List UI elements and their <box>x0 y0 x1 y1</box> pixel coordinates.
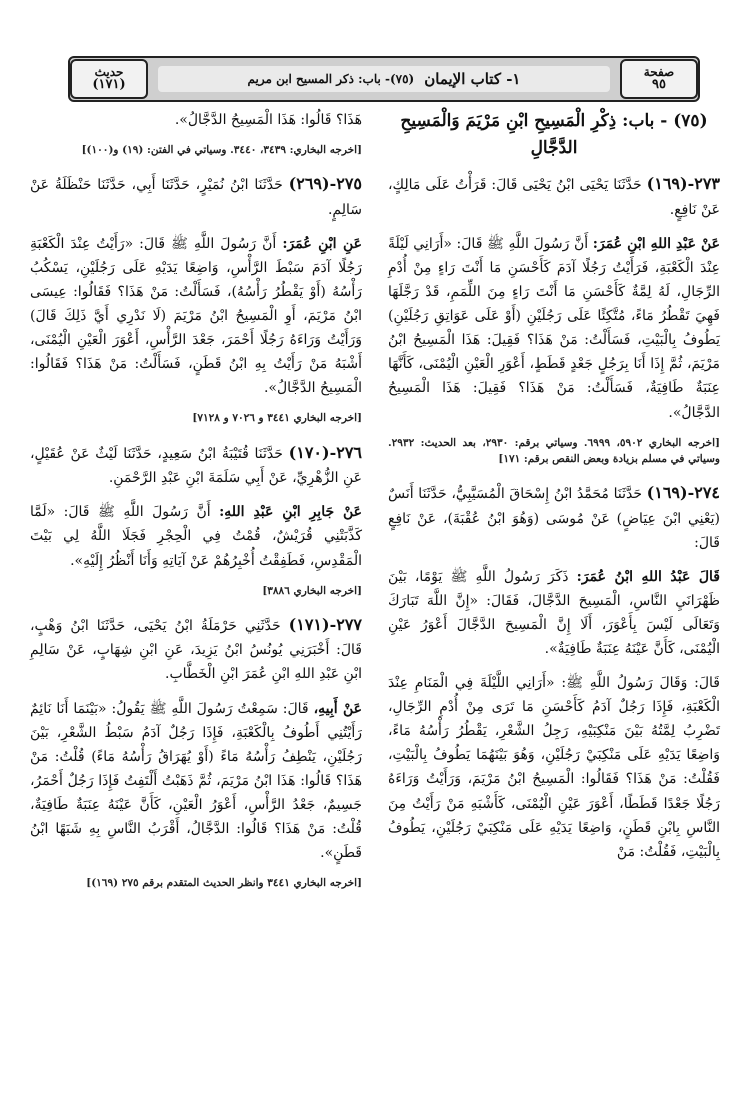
chapter-reference: (٧٥)- باب: ذكر المسيح ابن مريم <box>247 72 415 86</box>
hadith-275 <box>30 170 362 222</box>
hadith-number-box <box>70 59 148 99</box>
hadith-276-text <box>30 500 362 572</box>
hadith-275-narrator: عَنِ ابْنِ عُمَرَ: <box>282 235 362 252</box>
hadith-277-isnad: حَدَّثَنِي حَرْمَلَةُ ابْنُ يَحْيَى، حَدَّثَنَا ابْنُ وَهْبٍ، قَالَ: أَخْبَرَنِي يُونُسُ ابْنُ يَزِيدَ، عَنِ ابْنِ شِهَابٍ، عَنْ سَالِمِ ابْنِ عَبْدِ اللهِ ابْنِ عُمَرَ ابْنِ الْخَطَّابِ. <box>30 617 362 683</box>
hadith-274-narrator: قَالَ عَبْدُ اللهِ ابْنُ عُمَرَ: <box>576 568 720 585</box>
hadith-277-reference: [اخرجه البخاري ٣٤٤١ وانظر الحديث المتقدم برقم ٢٧٥ (١٦٩)] <box>86 877 362 890</box>
hadith-276-isnad: حَدَّثَنَا قُتَيْبَةُ ابْنُ سَعِيدٍ، حَدَّثَنَا لَيْثٌ عَنْ عُقَيْلٍ، عَنِ الزُّهْرِيِّ، عَنْ أَبِي سَلَمَةَ ابْنِ عَبْدِ الرَّحْمَنِ. <box>30 445 362 487</box>
running-header <box>68 56 700 102</box>
hadith-276-reference: [اخرجه البخاري ٣٨٨٦] <box>262 584 362 597</box>
hadith-274 <box>388 479 720 555</box>
chapter-title: (٧٥) - باب: ذِكْرِ الْمَسِيحِ ابْنِ مَرْيَمَ وَالْمَسِيحِ الدَّجَّالِ <box>400 111 708 159</box>
page-label: صفحة <box>643 64 675 79</box>
hadith-275-isnad: حَدَّثَنَا ابْنُ نُمَيْرٍ، حَدَّثَنَا أَبِي، حَدَّثَنَا حَنْظَلَةُ عَنْ سَالِمٍ. <box>30 177 362 218</box>
hadith-label: حديث <box>94 64 124 79</box>
hadith-277 <box>30 611 362 687</box>
hadith-274-isnad: حَدَّثَنَا مُحَمَّدُ ابْنُ إِسْحَاقَ الْمُسَيَّبِيُّ، حَدَّثَنَا أَنَسٌ (يَعْنِي ابْنَ عِيَاضٍ) عَنْ مُوسَى (وَهُوَ ابْنُ عُقْبَةَ)، عَنْ نَافِعٍ قَالَ: <box>388 486 720 551</box>
hadith-276 <box>30 439 362 491</box>
continuation-text: هَذَا؟ قَالُوا: هَذَا الْمَسِيحُ الدَّجَّالُ». <box>174 112 362 128</box>
left-column <box>30 108 362 903</box>
hadith-276-narrator: عَنْ جَابِرِ ابْنِ عَبْدِ اللهِ: <box>219 504 363 521</box>
hadith-274-matn-2: قَالَ: وَقَالَ رَسُولُ اللَّهِ ﷺ: «أَرَانِي اللَّيْلَةَ فِي الْمَنَامِ عِنْدَ الْكَعْبَةِ، فَإِذَا رَجُلٌ آدَمُ كَأَحْسَنِ مَا تَرَى مِنْ أُدْمِ الرِّجَالِ، تَضْرِبُ لِمَّتُهُ بَيْنَ مَنْكِبَيْهِ، رَجِلُ الشَّعْرِ، يَقْطُرُ رَأْسُهُ مَاءً، وَاضِعًا يَدَيْهِ عَلَى مَنْكِبَيْ رَجُلَيْنِ، وَهُوَ بَيْنَهُمَا يَطُوفُ بِالْبَيْتِ، فَقُلْتُ: مَنْ هَذَا؟ فَقَالُوا: الْمَسِيحُ ابْنُ مَرْيَمَ، وَرَأَيْتُ وَرَاءَهُ رَجُلًا جَعْدًا قَطَطًا، أَعْوَرَ عَيْنِ الْيُمْنَى، كَأَشْبَهِ مَنْ رَأَيْتُ مِنَ النَّاسِ بِابْنِ قَطَنٍ، وَاضِعًا يَدَيْهِ عَلَى مَنْكِبَيْ رَجُلَيْنِ، يَطُوفُ بِالْبَيْتِ، فَقُلْتُ: مَنْ <box>388 675 720 860</box>
hadith-274-number: ٢٧٤-(١٦٩) <box>646 483 721 503</box>
book-title: ١- كتاب الإيمان <box>424 70 521 88</box>
hadith-274-text <box>388 565 720 661</box>
hadith-275-number: ٢٧٥-(٢٦٩) <box>288 174 362 194</box>
hadith-number: (١٧١) <box>92 77 126 93</box>
hadith-275-matn: أَنَّ رَسُولَ اللَّهِ ﷺ قَالَ: «رَأَيْتُ عِنْدَ الْكَعْبَةِ رَجُلًا آدَمَ سَبْطَ الرَّأْسِ، وَاضِعًا يَدَيْهِ عَلَى رَجُلَيْنِ، يَسْكُبُ رَأْسُهُ (أَوْ يَقْطُرُ رَأْسُهُ)، فَسَأَلْتُ: مَنْ هَذَا؟ فَقَالُوا: عِيسَى ابْنُ مَرْيَمَ، أَوِ الْمَسِيحُ ابْنُ مَرْيَمَ (لَا نَدْرِي أَيَّ ذَلِكَ قَالَ) وَرَأَيْتُ وَرَاءَهُ رَجُلًا أَحْمَرَ، جَعْدَ الرَّأْسِ، أَعْوَرَ الْعَيْنِ الْيُمْنَى، أَشْبَهُ مَنْ رَأَيْتُ بِهِ ابْنُ قَطَنٍ، فَسَأَلْتُ: مَنْ هَذَا؟ فَقَالُوا: الْمَسِيحُ الدَّجَّالُ». <box>30 235 362 397</box>
hadith-276-matn: أَنَّ رَسُولَ اللَّهِ ﷺ قَالَ: «لَمَّا كَذَّبَتْنِي قُرَيْشٌ، قُمْتُ فِي الْحِجْرِ فَجَلَا اللَّهُ لِي بَيْتَ الْمَقْدِسِ، فَطَفِقْتُ أُخْبِرُهُمْ عَنْ آيَاتِهِ وَأَنَا أَنْظُرُ إِلَيْهِ». <box>30 504 362 569</box>
hadith-274-text-2 <box>388 671 720 864</box>
hadith-275-reference: [اخرجه البخاري ٣٤٤١ و ٧٠٢٦ و ٧١٢٨] <box>192 412 362 425</box>
right-column <box>388 108 720 874</box>
hadith-275-text <box>30 232 362 401</box>
hadith-273-narrator: عَنْ عَبْدِ اللهِ ابْنِ عُمَرَ: <box>592 235 721 252</box>
hadith-273 <box>388 170 720 222</box>
hadith-277-text <box>30 697 362 866</box>
page-number: ٩٥ <box>652 77 666 93</box>
page-number-box <box>620 59 698 99</box>
hadith-277-matn: قَالَ: سَمِعْتُ رَسُولَ اللَّهِ ﷺ يَقُولُ: «بَيْنَمَا أَنَا نَائِمٌ رَأَيْتُنِي أَطُوفُ بِالْكَعْبَةِ، فَإِذَا رَجُلٌ آدَمُ سَبْطُ الشَّعْرِ، بَيْنَ رَجُلَيْنِ، يَنْطِفُ رَأْسُهُ مَاءً (أَوْ يُهَرَاقُ رَأْسُهُ مَاءً) قُلْتُ: مَنْ هَذَا؟ قَالُوا: هَذَا ابْنُ مَرْيَمَ، ثُمَّ ذَهَبْتُ أَلْتَفِتُ فَإِذَا رَجُلٌ أَحْمَرُ، جَسِيمٌ، جَعْدُ الرَّأْسِ، أَعْوَرُ الْعَيْنِ، كَأَنَّ عَيْنَهُ عِنَبَةٌ طَافِيَةٌ، قُلْتُ: مَنْ هَذَا؟ قَالُوا: الدَّجَّالُ، أَقْرَبُ النَّاسِ بِهِ شَبَهًا ابْنُ قَطَنٍ». <box>30 700 362 861</box>
continuation-reference: [اخرجه البخاري: ٣٤٣٩، ٣٤٤٠. وسياتي في الفتن: (١٩) و(١٠٠)] <box>81 144 362 157</box>
hadith-273-number: ٢٧٣-(١٦٩) <box>646 174 720 194</box>
header-titles <box>158 66 610 92</box>
hadith-273-isnad: حَدَّثَنَا يَحْيَى ابْنُ يَحْيَى قَالَ: قَرَأْتُ عَلَى مَالِكٍ، عَنْ نَافِعٍ. <box>388 177 720 218</box>
hadith-273-text <box>388 232 720 425</box>
hadith-277-narrator: عَنْ أَبِيهِ، <box>313 700 362 717</box>
hadith-276-number: ٢٧٦-(١٧٠) <box>288 442 362 462</box>
hadith-277-number: ٢٧٧-(١٧١) <box>288 614 363 634</box>
hadith-273-matn: أَنَّ رَسُولَ اللَّهِ ﷺ قَالَ: «أَرَانِي لَيْلَةً عِنْدَ الْكَعْبَةِ، فَرَأَيْتُ رَجُلًا آدَمَ كَأَحْسَنِ مَا أَنْتَ رَاءٍ مِنْ أُدْمِ الرِّجَالِ، لَهُ لِمَّةٌ كَأَحْسَنِ مَا أَنْتَ رَاءٍ مِنَ اللِّمَمِ، قَدْ رَجَّلَهَا فَهِيَ تَقْطُرُ مَاءً، مُتَّكِئًا عَلَى رَجُلَيْنِ (أَوْ عَلَى عَوَاتِقِ رَجُلَيْنِ) يَطُوفُ بِالْبَيْتِ، فَسَأَلْتُ: مَنْ هَذَا؟ فَقِيلَ: هَذَا الْمَسِيحُ ابْنُ مَرْيَمَ، ثُمَّ إِذَا أَنَا بِرَجُلٍ جَعْدٍ قَطَطٍ، أَعْوَرِ الْعَيْنِ الْيُمْنَى، كَأَنَّهَا عِنَبَةٌ طَافِيَةٌ، فَسَأَلْتُ: مَنْ هَذَا؟ فَقِيلَ: هَذَا الْمَسِيحُ الدَّجَّالُ». <box>388 235 720 421</box>
hadith-273-reference: [اخرجه البخاري ٥٩٠٢، ٦٩٩٩. وسياتي برقم: ٢٩٣٠، بعد الحديث: ٢٩٣٢. وسياتي في مسلم بزيادة وبعض النقص برقم: ١٧١] <box>388 436 721 465</box>
page-body <box>30 108 720 1098</box>
hadith-274-matn-1: ذَكَرَ رَسُولُ اللَّهِ ﷺ يَوْمًا، بَيْنَ ظَهْرَانَيِ النَّاسِ، الْمَسِيحَ الدَّجَّالَ، فَقَالَ: «إِنَّ اللَّهَ تَبَارَكَ وَتَعَالَى لَيْسَ بِأَعْوَرَ، أَلَا إِنَّ الْمَسِيحَ الدَّجَّالَ أَعْوَرُ عَيْنِ الْيُمْنَى، كَأَنَّ عَيْنَهُ عِنَبَةٌ طَافِيَةٌ». <box>388 568 720 658</box>
